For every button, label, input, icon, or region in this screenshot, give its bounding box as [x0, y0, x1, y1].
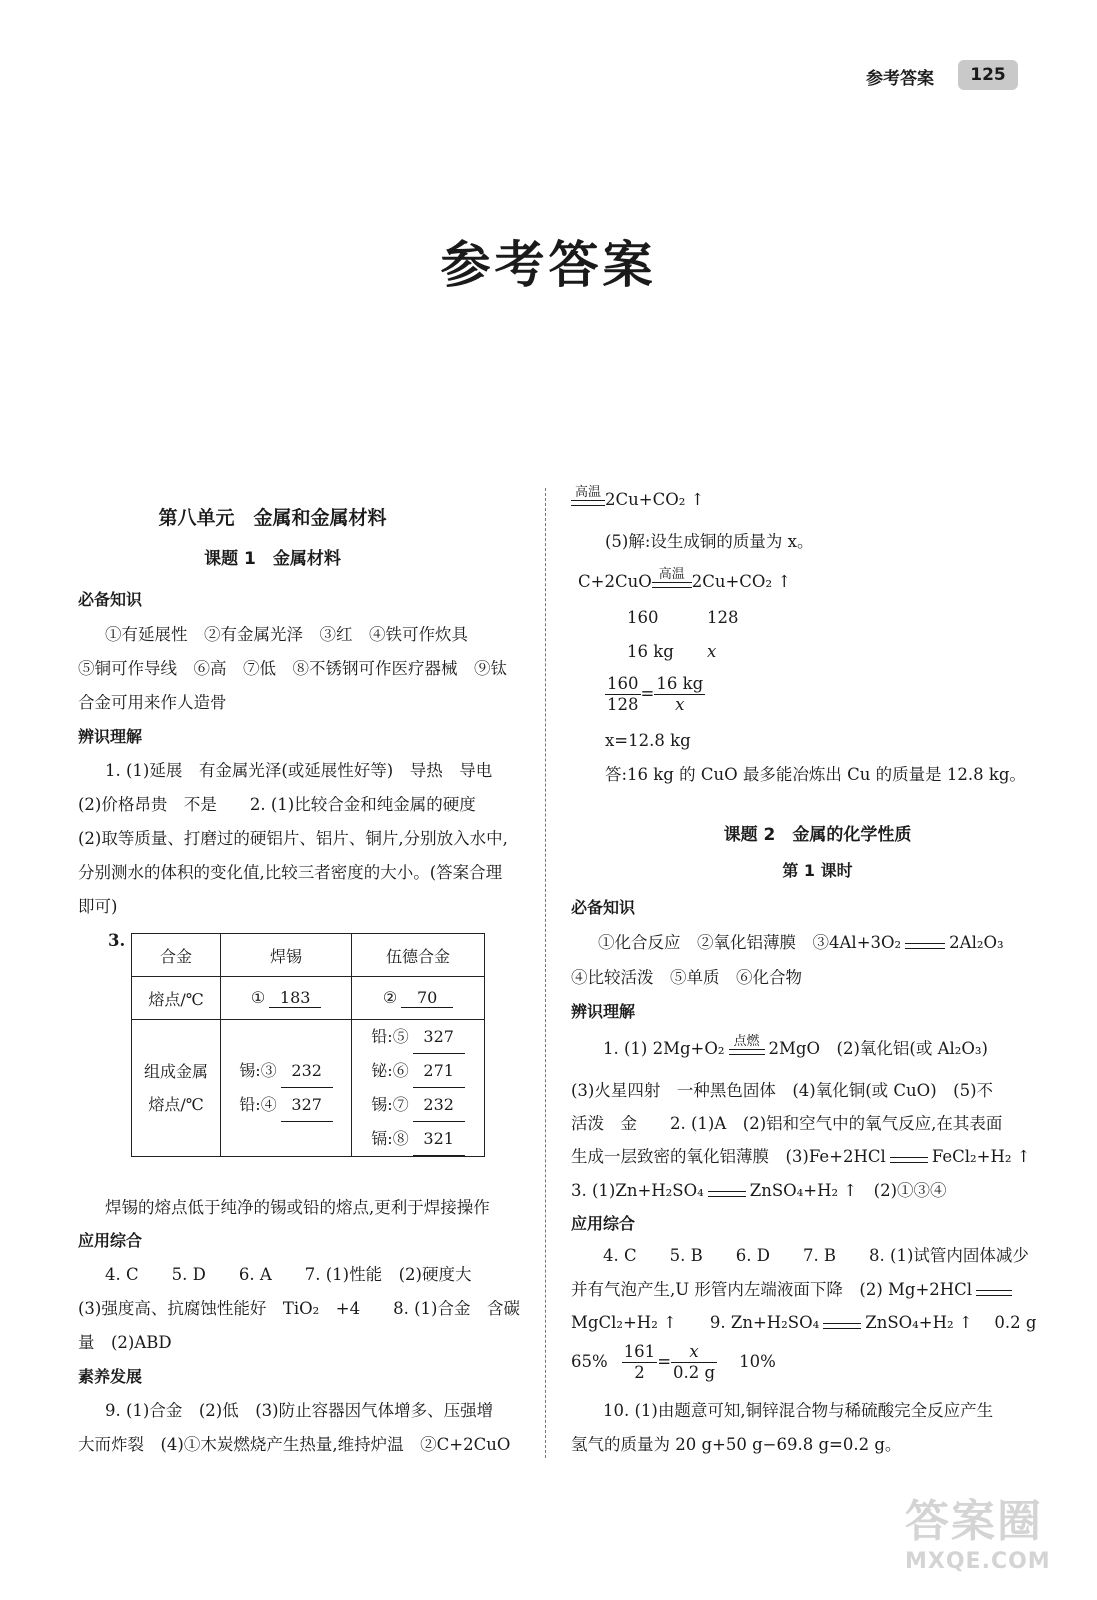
bianshi-line — [571, 1180, 947, 1202]
yingyong-text: MgCl₂+H₂ ↑ 9. Zn+H₂SO₄ — [571, 1313, 820, 1332]
suyang-line: 9. (1)合金 (2)低 (3)防止容器因气体增多、压强增 — [105, 1401, 494, 1420]
equation-reactants: 1. (1) 2Mg+O₂ — [603, 1039, 725, 1058]
fraction — [654, 674, 705, 715]
fraction-numerator: 161 — [623, 1342, 656, 1361]
answer-line: 答:16 kg 的 CuO 最多能冶炼出 Cu 的质量是 12.8 kg。 — [605, 765, 1026, 784]
section-heading-bibei: 必备知识 — [571, 898, 636, 917]
suyang-line: 10. (1)由题意可知,铜锌混合物与稀硫酸完全反应产生 — [603, 1401, 994, 1420]
watermark — [905, 1496, 1075, 1586]
yingyong-text: 65% — [571, 1352, 608, 1371]
answer-blank: 327 — [281, 1088, 333, 1122]
bianshi-line: (3)火星四射 一种黑色固体 (4)氧化铜(或 CuO) (5)不 — [571, 1081, 994, 1100]
equation-reactants: 3. (1)Zn+H₂SO₄ — [571, 1181, 704, 1200]
page-title: 参考答案 — [440, 236, 657, 294]
fraction-denominator: 2 — [634, 1363, 645, 1382]
equation-products: ZnSO₄+H₂ ↑ (2)①③④ — [749, 1181, 947, 1200]
table-row — [132, 934, 485, 977]
answer-blank: 321 — [413, 1122, 465, 1156]
component-prefix: 铅:⑤ — [371, 1027, 409, 1046]
table-cell: 熔点/℃ — [132, 977, 221, 1020]
equals-sign — [905, 943, 945, 954]
equation-products: 2Cu+CO₂ ↑ — [605, 490, 705, 509]
suyang-line: 大而炸裂 (4)①木炭燃烧产生热量,维持炉温 ②C+2CuO — [78, 1435, 511, 1454]
bianshi-line: (2)价格昂贵 不是 2. (1)比较合金和纯金属的硬度 — [78, 795, 476, 814]
table-cell — [132, 1020, 221, 1157]
component-line — [371, 1122, 464, 1156]
reaction-condition — [652, 568, 692, 593]
yingyong-text: ZnSO₄+H₂ ↑ 0.2 g — [865, 1313, 1037, 1332]
component-line — [239, 1054, 332, 1088]
fraction-numerator: 16 kg — [656, 674, 704, 693]
fraction-denominator: x — [675, 695, 685, 714]
bianshi-line: 分别测水的体积的变化值,比较三者密度的大小。(答案合理 — [78, 863, 503, 882]
mass-value: 128 — [707, 608, 739, 627]
result-line: x=12.8 kg — [605, 731, 691, 750]
reaction-condition — [729, 1035, 765, 1060]
table-cell — [352, 1020, 485, 1157]
answer-blank: 232 — [413, 1088, 465, 1122]
bianshi-line: 1. (1)延展 有金属光泽(或延展性好等) 导热 导电 — [105, 761, 493, 780]
table-note: 焊锡的熔点低于纯净的锡或铅的熔点,更利于焊接操作 — [105, 1198, 490, 1217]
table-cell — [221, 977, 352, 1020]
equation-continuation — [571, 486, 704, 511]
section-heading-yingyong: 应用综合 — [78, 1231, 143, 1250]
condition-text: 高温 — [658, 567, 685, 582]
fraction-denominator: 128 — [607, 695, 639, 714]
answer-blank: 183 — [269, 988, 321, 1008]
mass-value: 16 kg — [627, 642, 674, 661]
equals-sign — [823, 1323, 861, 1334]
bianshi-text: 生成一层致密的氧化铝薄膜 (3)Fe+2HCl — [571, 1147, 886, 1166]
table-row — [132, 1020, 485, 1157]
page-number-badge: 125 — [958, 60, 1018, 90]
yingyong-line: 4. C 5. D 6. A 7. (1)性能 (2)硬度大 — [105, 1265, 472, 1284]
table-header-cell: 伍德合金 — [352, 934, 485, 977]
watermark-url: MXQE.COM — [905, 1549, 1051, 1574]
header-label: 参考答案 — [866, 69, 934, 89]
mass-variable: x — [707, 642, 717, 661]
component-line — [239, 1088, 332, 1122]
suyang-line: 氢气的质量为 20 g+50 g−69.8 g=0.2 g。 — [571, 1435, 902, 1454]
mass-value: 160 — [627, 608, 659, 627]
component-prefix: 铅:④ — [239, 1095, 277, 1114]
bibei-line: 合金可用来作人造骨 — [78, 693, 227, 712]
equation-products: 2Cu+CO₂ ↑ — [691, 572, 792, 591]
lesson2-title: 课题 2 金属的化学性质 — [723, 825, 912, 845]
alloy-melting-point-table — [131, 933, 485, 1157]
table-row — [132, 977, 485, 1020]
equals-sign — [976, 1290, 1012, 1301]
bianshi-text: 2MgO (2)氧化铝(或 Al₂O₃) — [768, 1039, 988, 1058]
equals-sign — [890, 1157, 928, 1168]
answer-mark: ① — [250, 988, 266, 1007]
component-prefix: 锡:③ — [239, 1061, 277, 1080]
watermark-text: 答案圈 — [905, 1496, 1043, 1547]
section-heading-bianshi: 辨识理解 — [78, 727, 143, 746]
section-heading-yingyong: 应用综合 — [571, 1214, 636, 1233]
yingyong-line — [571, 1312, 1036, 1334]
equation-products: FeCl₂+H₂ ↑ — [931, 1147, 1031, 1166]
bibei-line: ①有延展性 ②有金属光泽 ③红 ④铁可作炊具 — [105, 625, 468, 644]
section-heading-suyang: 素养发展 — [78, 1367, 143, 1386]
yingyong-text: 10% — [739, 1352, 776, 1371]
lesson1-title: 课题 1 金属材料 — [204, 549, 341, 569]
equals-sign — [708, 1191, 746, 1202]
question-3-label: 3. — [108, 931, 126, 950]
table-header-cell: 焊锡 — [221, 934, 352, 977]
table-cell-label: 组成金属熔点/℃ — [143, 1062, 208, 1114]
fraction-numerator: x — [671, 1342, 717, 1363]
column-divider — [545, 488, 546, 1458]
yingyong-text: 并有气泡产生,U 形管内左端液面下降 (2) Mg+2HCl — [571, 1280, 973, 1299]
yingyong-line: (3)强度高、抗腐蚀性能好 TiO₂ +4 8. (1)合金 含碳 — [78, 1299, 520, 1318]
bibei-product: 2Al₂O₃ — [949, 933, 1004, 952]
solution-intro: (5)解:设生成铜的质量为 x。 — [605, 532, 814, 551]
table-cell — [221, 1020, 352, 1157]
bianshi-line — [571, 1146, 1031, 1168]
component-prefix: 锡:⑦ — [371, 1095, 409, 1114]
ratio-equation: $\frac{160}{128}$ = $\frac{16 kg}{x}$ — [607, 674, 704, 714]
bianshi-line: 即可) — [78, 897, 118, 916]
answer-blank: 271 — [413, 1054, 465, 1088]
fraction — [671, 1342, 717, 1383]
table-header-cell: 合金 — [132, 934, 221, 977]
yingyong-line — [571, 1279, 1016, 1301]
equation-reactants: C+2CuO — [578, 572, 652, 591]
bibei-text: ①化合反应 ②氧化铝薄膜 ③4Al+3O₂ — [598, 933, 902, 952]
answer-blank: 327 — [413, 1020, 465, 1054]
yingyong-line: 65% $\frac{161}{2}$ = $\frac{x}{0.2 g}$ 10% — [571, 1342, 776, 1382]
component-prefix: 铋:⑥ — [371, 1061, 409, 1080]
lesson2-subtitle: 第 1 课时 — [782, 861, 853, 880]
condition-text: 点燃 — [733, 1034, 760, 1049]
answer-mark: ② — [382, 988, 398, 1007]
fraction-numerator: 160 — [607, 674, 639, 693]
answer-blank: 70 — [401, 988, 453, 1008]
fraction-denominator: 0.2 g — [673, 1363, 716, 1382]
bianshi-line — [603, 1035, 988, 1060]
section-heading-bianshi: 辨识理解 — [571, 1002, 636, 1021]
chemical-equation — [578, 568, 791, 593]
bianshi-line: 活泼 金 2. (1)A (2)铝和空气中的氧气反应,在其表面 — [571, 1114, 1003, 1133]
section-heading-bibei: 必备知识 — [78, 590, 143, 609]
bianshi-line: (2)取等质量、打磨过的硬铝片、铝片、铜片,分别放入水中, — [78, 829, 508, 848]
component-line — [371, 1054, 464, 1088]
reaction-condition — [571, 486, 605, 511]
fraction — [605, 674, 641, 715]
table-cell — [352, 977, 485, 1020]
condition-text: 高温 — [574, 485, 601, 500]
fraction — [622, 1342, 658, 1383]
component-line — [371, 1020, 464, 1054]
yingyong-line: 4. C 5. B 6. D 7. B 8. (1)试管内固体减少 — [603, 1246, 1029, 1265]
component-line — [371, 1088, 464, 1122]
bibei-line — [598, 932, 1004, 954]
answer-blank: 232 — [281, 1054, 333, 1088]
unit-title: 第八单元 金属和金属材料 — [158, 507, 387, 529]
bibei-line: ④比较活泼 ⑤单质 ⑥化合物 — [571, 968, 802, 987]
bibei-line: ⑤铜可作导线 ⑥高 ⑦低 ⑧不锈钢可作医疗器械 ⑨钛 — [78, 659, 507, 678]
yingyong-line: 量 (2)ABD — [78, 1333, 172, 1352]
component-prefix: 镉:⑧ — [371, 1129, 409, 1148]
